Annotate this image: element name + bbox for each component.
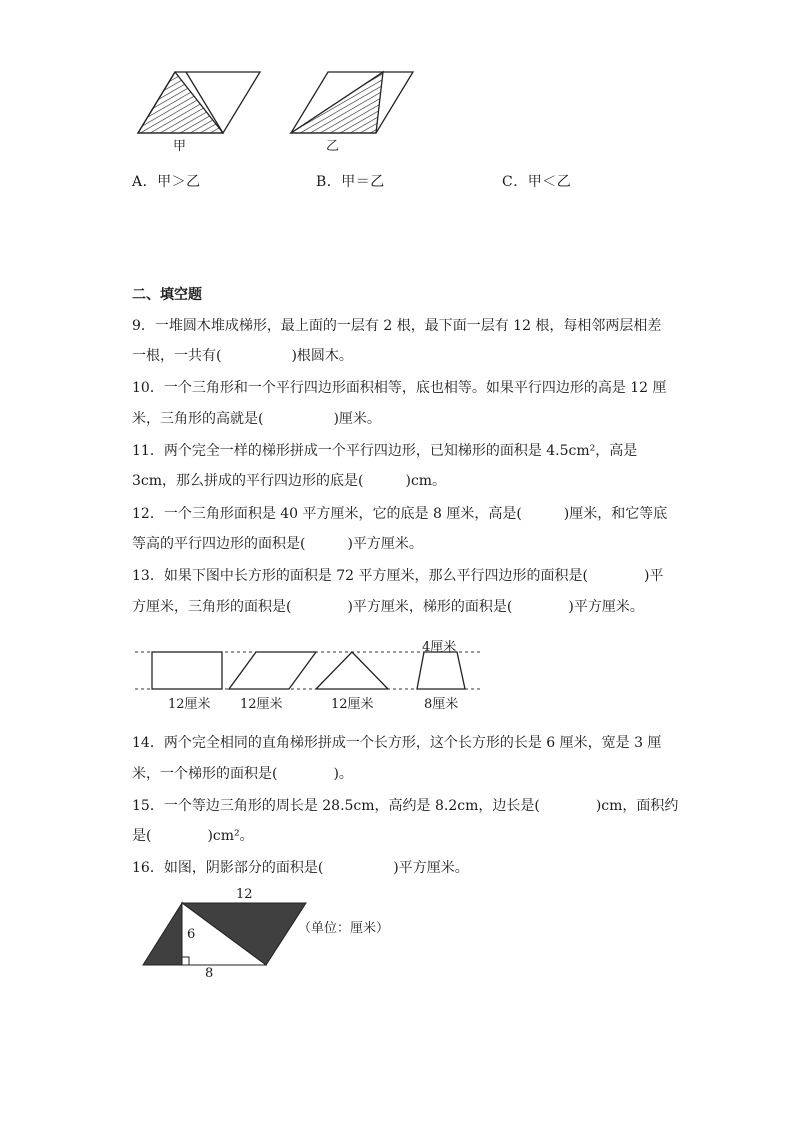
question-10-line-1: 10．一个三角形和一个平行四边形面积相等，底也相等。如果平行四边形的高是 12 厘 xyxy=(132,380,667,396)
label-jia: 甲 xyxy=(173,139,187,154)
label-yi: 乙 xyxy=(326,139,340,154)
shaded-left-triangle xyxy=(143,903,182,965)
label-para-base: 12厘米 xyxy=(240,697,283,712)
question-14-line-2: 米，一个梯形的面积是( )。 xyxy=(132,766,353,782)
question-12-line-2: 等高的平行四边形的面积是( )平方厘米。 xyxy=(132,536,423,552)
question-16-line-1: 16．如图，阴影部分的面积是( )平方厘米。 xyxy=(132,860,469,876)
label-rect-base: 12厘米 xyxy=(168,697,211,712)
question-11-line-1: 11．两个完全一样的梯形拼成一个平行四边形，已知梯形的面积是 4.5cm²，高是 xyxy=(132,443,638,459)
question-14-line-1: 14．两个完全相同的直角梯形拼成一个长方形，这个长方形的长是 6 厘米，宽是 3 厘 xyxy=(132,735,662,751)
label-fig16-unit: （单位：厘米） xyxy=(298,921,390,936)
question-11-line-2: 3cm，那么拼成的平行四边形的底是( )cm。 xyxy=(132,473,447,489)
label-fig16-bottom: 8 xyxy=(205,966,214,981)
question-10-line-2: 米，三角形的高就是( )厘米。 xyxy=(132,411,381,427)
section-title: 二、填空题 xyxy=(132,287,202,303)
label-fig16-top: 12 xyxy=(236,887,253,902)
label-tri-base: 12厘米 xyxy=(331,697,374,712)
question-15-line-2: 是( )cm²。 xyxy=(132,828,254,844)
label-trap-base: 8厘米 xyxy=(424,697,459,712)
question-13-line-1: 13．如果下图中长方形的面积是 72 平方厘米，那么平行四边形的面积是( )平 xyxy=(132,568,664,584)
question-12-line-1: 12．一个三角形面积是 40 平方厘米，它的底是 8 厘米，高是( )厘米，和它等底 xyxy=(132,506,668,522)
question-15-line-1: 15．一个等边三角形的周长是 28.5cm，高约是 8.2cm，边长是( )cm，面积约 xyxy=(132,798,679,814)
option-b[interactable]: B．甲＝乙 xyxy=(316,174,385,190)
question-9-line-1: 9．一堆圆木堆成梯形，最上面的一层有 2 根，最下面一层有 12 根，每相邻两层相差 xyxy=(132,318,662,334)
option-a[interactable]: A．甲＞乙 xyxy=(132,174,201,190)
question-9-line-2: 一根，一共有( )根圆木。 xyxy=(132,348,353,364)
option-c[interactable]: C．甲＜乙 xyxy=(502,174,572,190)
label-trap-top: 4厘米 xyxy=(422,640,457,655)
label-fig16-height: 6 xyxy=(187,927,196,942)
question-13-line-2: 方厘米，三角形的面积是( )平方厘米，梯形的面积是( )平方厘米。 xyxy=(132,599,644,615)
